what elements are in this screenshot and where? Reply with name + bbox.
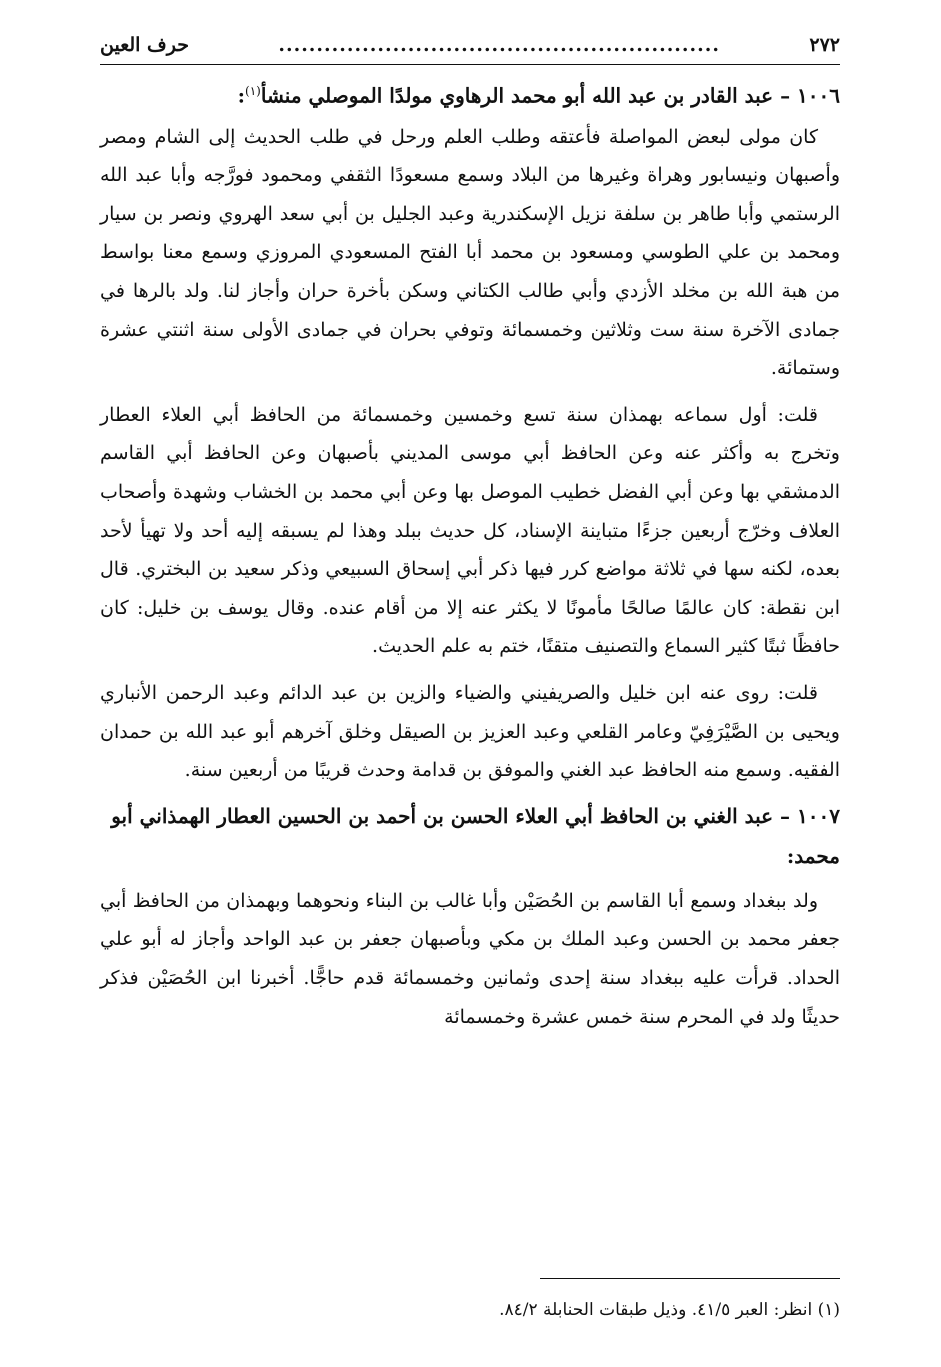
book-page	[100, 30, 840, 1350]
paragraph: كان مولى لبعض المواصلة فأعتقه وطلب العلم ورحل في طلب الحديث إلى الشام ومصر وأصبهان ونيسابور وهراة وغيرها من البلاد وسمع مسعودًا الثقفي ومحمود فورَّجه وأبا عبد الله الرستمي وأبا طاهر بن سلفة نزيل الإسكندرية وعبد الجليل بن أبي سعد الهروي ونصر بن سيار ومحمد بن علي الطوسي ومسعود بن محمد أبا الفتح المسعودي المروزي وسمع معنا بواسط من هبة الله بن مخلد الأزدي وأبي طالب الكتاني وسكن بأخرة حران وأجاز لنا. ولد بالرها في جمادى الآخرة سنة ست وثلاثين وخمسمائة وتوفي بحران في جمادى الأولى سنة اثنتي عشرة وستمائة.	[100, 125, 840, 380]
entry-title-colon: :	[237, 83, 246, 108]
paragraph: قلت: أول سماعه بهمذان سنة تسع وخمسين وخمسمائة من الحافظ أبي العلاء العطار وتخرج به وأكثر عنه وعن الحافظ أبي موسى المديني بأصبهان وعن الحافظ أبي القاسم الدمشقي بها وعن أبي الفضل خطيب الموصل بها وعن أبي محمد بن الخشاب وشهدة وأصحاب العلاف وخرّج أربعين جزءًا متباينة الإسناد، كل حديث ببلد وهذا لم يسبقه إليه أحد ولا تهيأ لأحد بعده، لكنه سها في ثلاثة مواضع كرر فيها ذكر أبي إسحاق السبيعي وذكر سعيد بن البختري. قال ابن نقطة: كان عالمًا صالحًا مأمونًا لا يكثر عنه إلا من أقام عنده. وقال يوسف بن خليل: كان حافظًا ثبتًا كثير السماع والتصنيف متقنًا، ختم به علم الحديث.	[100, 403, 840, 658]
page-number: ٢٧٢	[809, 34, 840, 56]
footnote-rule	[540, 1278, 840, 1279]
running-header	[100, 30, 840, 60]
entry-title-1006	[100, 71, 840, 116]
section-title: حرف العين	[100, 34, 189, 56]
paragraph: قلت: روى عنه ابن خليل والصريفيني والضياء والزين بن عبد الدائم وعبد الرحمن الأنباري ويحيى بن الصَّيْرَفِيّ وعامر القلعي وعبد العزيز بن الصيقل وخلق آخرهم أبو عبد الله بن حمدان الفقيه. وسمع منه الحافظ عبد الغني والموفق بن قدامة وحدث قريبًا من أربعين سنة.	[100, 681, 840, 782]
entry-title-text: ١٠٠٦ – عبد القادر بن عبد الله أبو محمد الرهاوي مولدًا الموصلي منشأ	[260, 83, 840, 108]
entry-title-1007: ١٠٠٧ – عبد الغني بن الحافظ أبي العلاء الحسن بن أحمد بن الحسين العطار الهمذاني أبو محمد:	[111, 803, 840, 868]
header-rule	[100, 64, 840, 65]
footnote: (١) انظر: العبر ٤١/٥. وذيل طبقات الحنابلة ٨٤/٢.	[499, 1300, 840, 1320]
footnote-reference: (١)	[245, 84, 261, 98]
paragraph: ولد ببغداد وسمع أبا القاسم بن الحُصَيْن وأبا غالب بن البناء ونحوهما وبهمذان من الحافظ أبي جعفر محمد بن الحسن وعبد الملك بن مكي وبأصبهان جعفر بن عبد الواحد وأجاز له أبو علي الحداد. قرأت عليه ببغداد سنة إحدى وثمانين وخمسمائة قدم حاجًّا. أخبرنا ابن الحُصَيْن فذكر حديثًا ولد في المحرم سنة خمس عشرة وخمسمائة	[100, 889, 840, 1028]
header-dot-leader: ..........................................................	[278, 34, 720, 56]
